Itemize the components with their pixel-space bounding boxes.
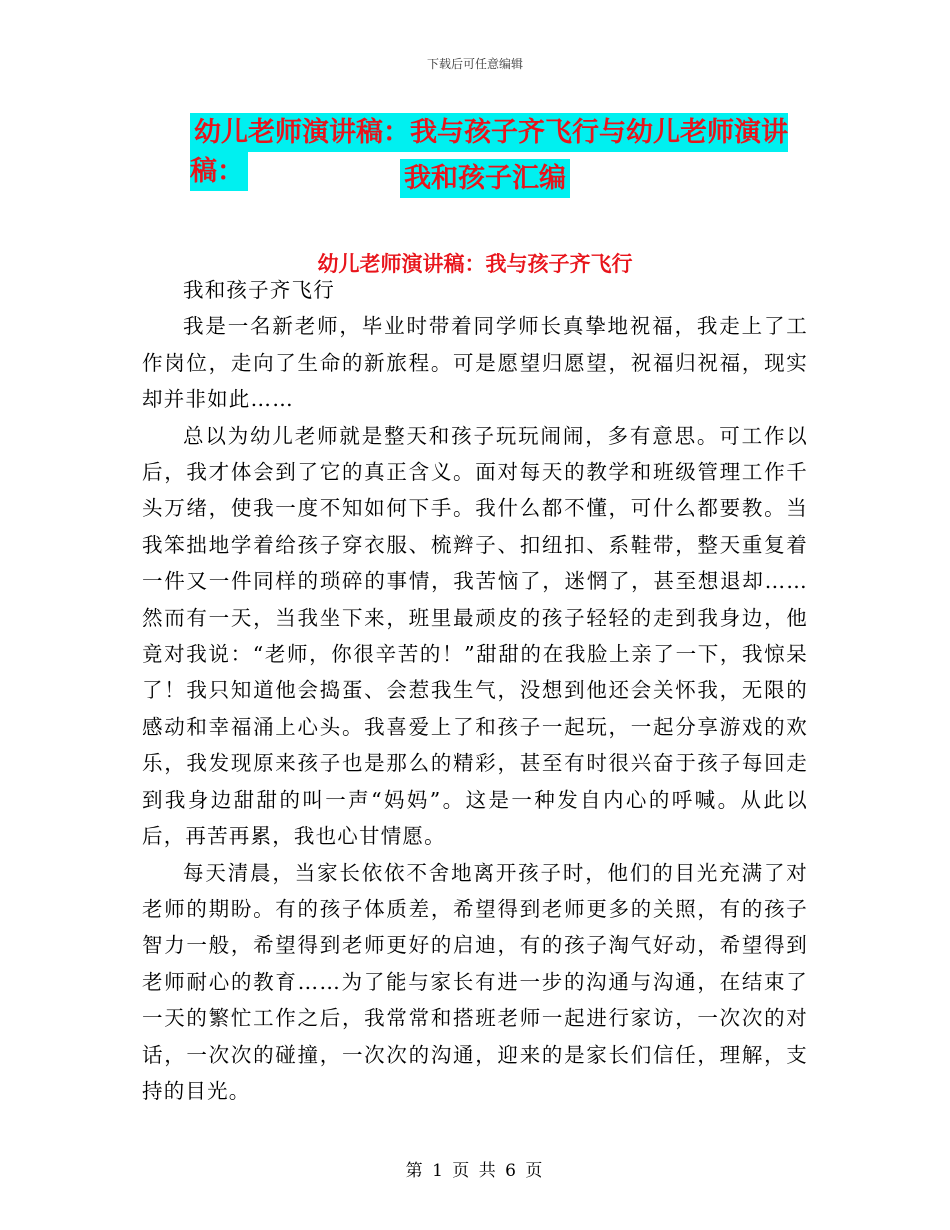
- paragraph: 我是一名新老师，毕业时带着同学师长真挚地祝福，我走上了工作岗位，走向了生命的新旅程。可是愿望归愿望，祝福归祝福，现实却并非如此……: [142, 314, 808, 412]
- body-text: [142, 272, 808, 1109]
- paragraph: 我和孩子齐飞行: [183, 278, 335, 302]
- section-title: 幼儿老师演讲稿：我与孩子齐飞行: [317, 252, 633, 276]
- document-title-text-1: 幼儿老师演讲稿：我与孩子齐飞行与幼儿老师演讲稿：: [190, 113, 788, 191]
- paragraph: 每天清晨，当家长依依不舍地离开孩子时，他们的目光充满了对老师的期盼。有的孩子体质差，希望得到老师更多的关照，有的孩子智力一般，希望得到老师更好的启迪，有的孩子淘气好动，希望得到老师耐心的教育……为了能与家长有进一步的沟通与沟通，在结束了一天的繁忙工作之后，我常常和搭班老师一起进行家访，一次次的对话，一次次的碰撞，一次次的沟通，迎来的是家长们信任，理解，支持的目光。: [142, 860, 808, 1103]
- document-title-line-2: [140, 156, 830, 195]
- header-note: 下载后可任意编辑: [426, 57, 523, 71]
- page-footer: 第 1 页 共 6 页: [405, 1161, 545, 1181]
- paragraph: 总以为幼儿老师就是整天和孩子玩玩闹闹，多有意思。可工作以后，我才体会到了它的真正含义。面对每天的教学和班级管理工作千头万绪，使我一度不知如何下手。我什么都不懂，可什么都要教。当我笨拙地学着给孩子穿衣服、梳辫子、扣纽扣、系鞋带，整天重复着一件又一件同样的琐碎的事情，我苦恼了，迷惘了，甚至想退却……然而有一天，当我坐下来，班里最顽皮的孩子轻轻的走到我身边，他竟对我说：“老师，你很辛苦的！”甜甜的在我脸上亲了一下，我惊呆了！我只知道他会捣蛋、会惹我生气，没想到他还会关怀我，无限的感动和幸福涌上心头。我喜爱上了和孩子一起玩，一起分享游戏的欢乐，我发现原来孩子也是那么的精彩，甚至有时很兴奋于孩子每回走到我身边甜甜的叫一声“妈妈”。这是一种发自内心的呼喊。从此以后，再苦再累，我也心甘情愿。: [142, 423, 808, 849]
- document-title-text-2: 我和孩子汇编: [400, 159, 570, 198]
